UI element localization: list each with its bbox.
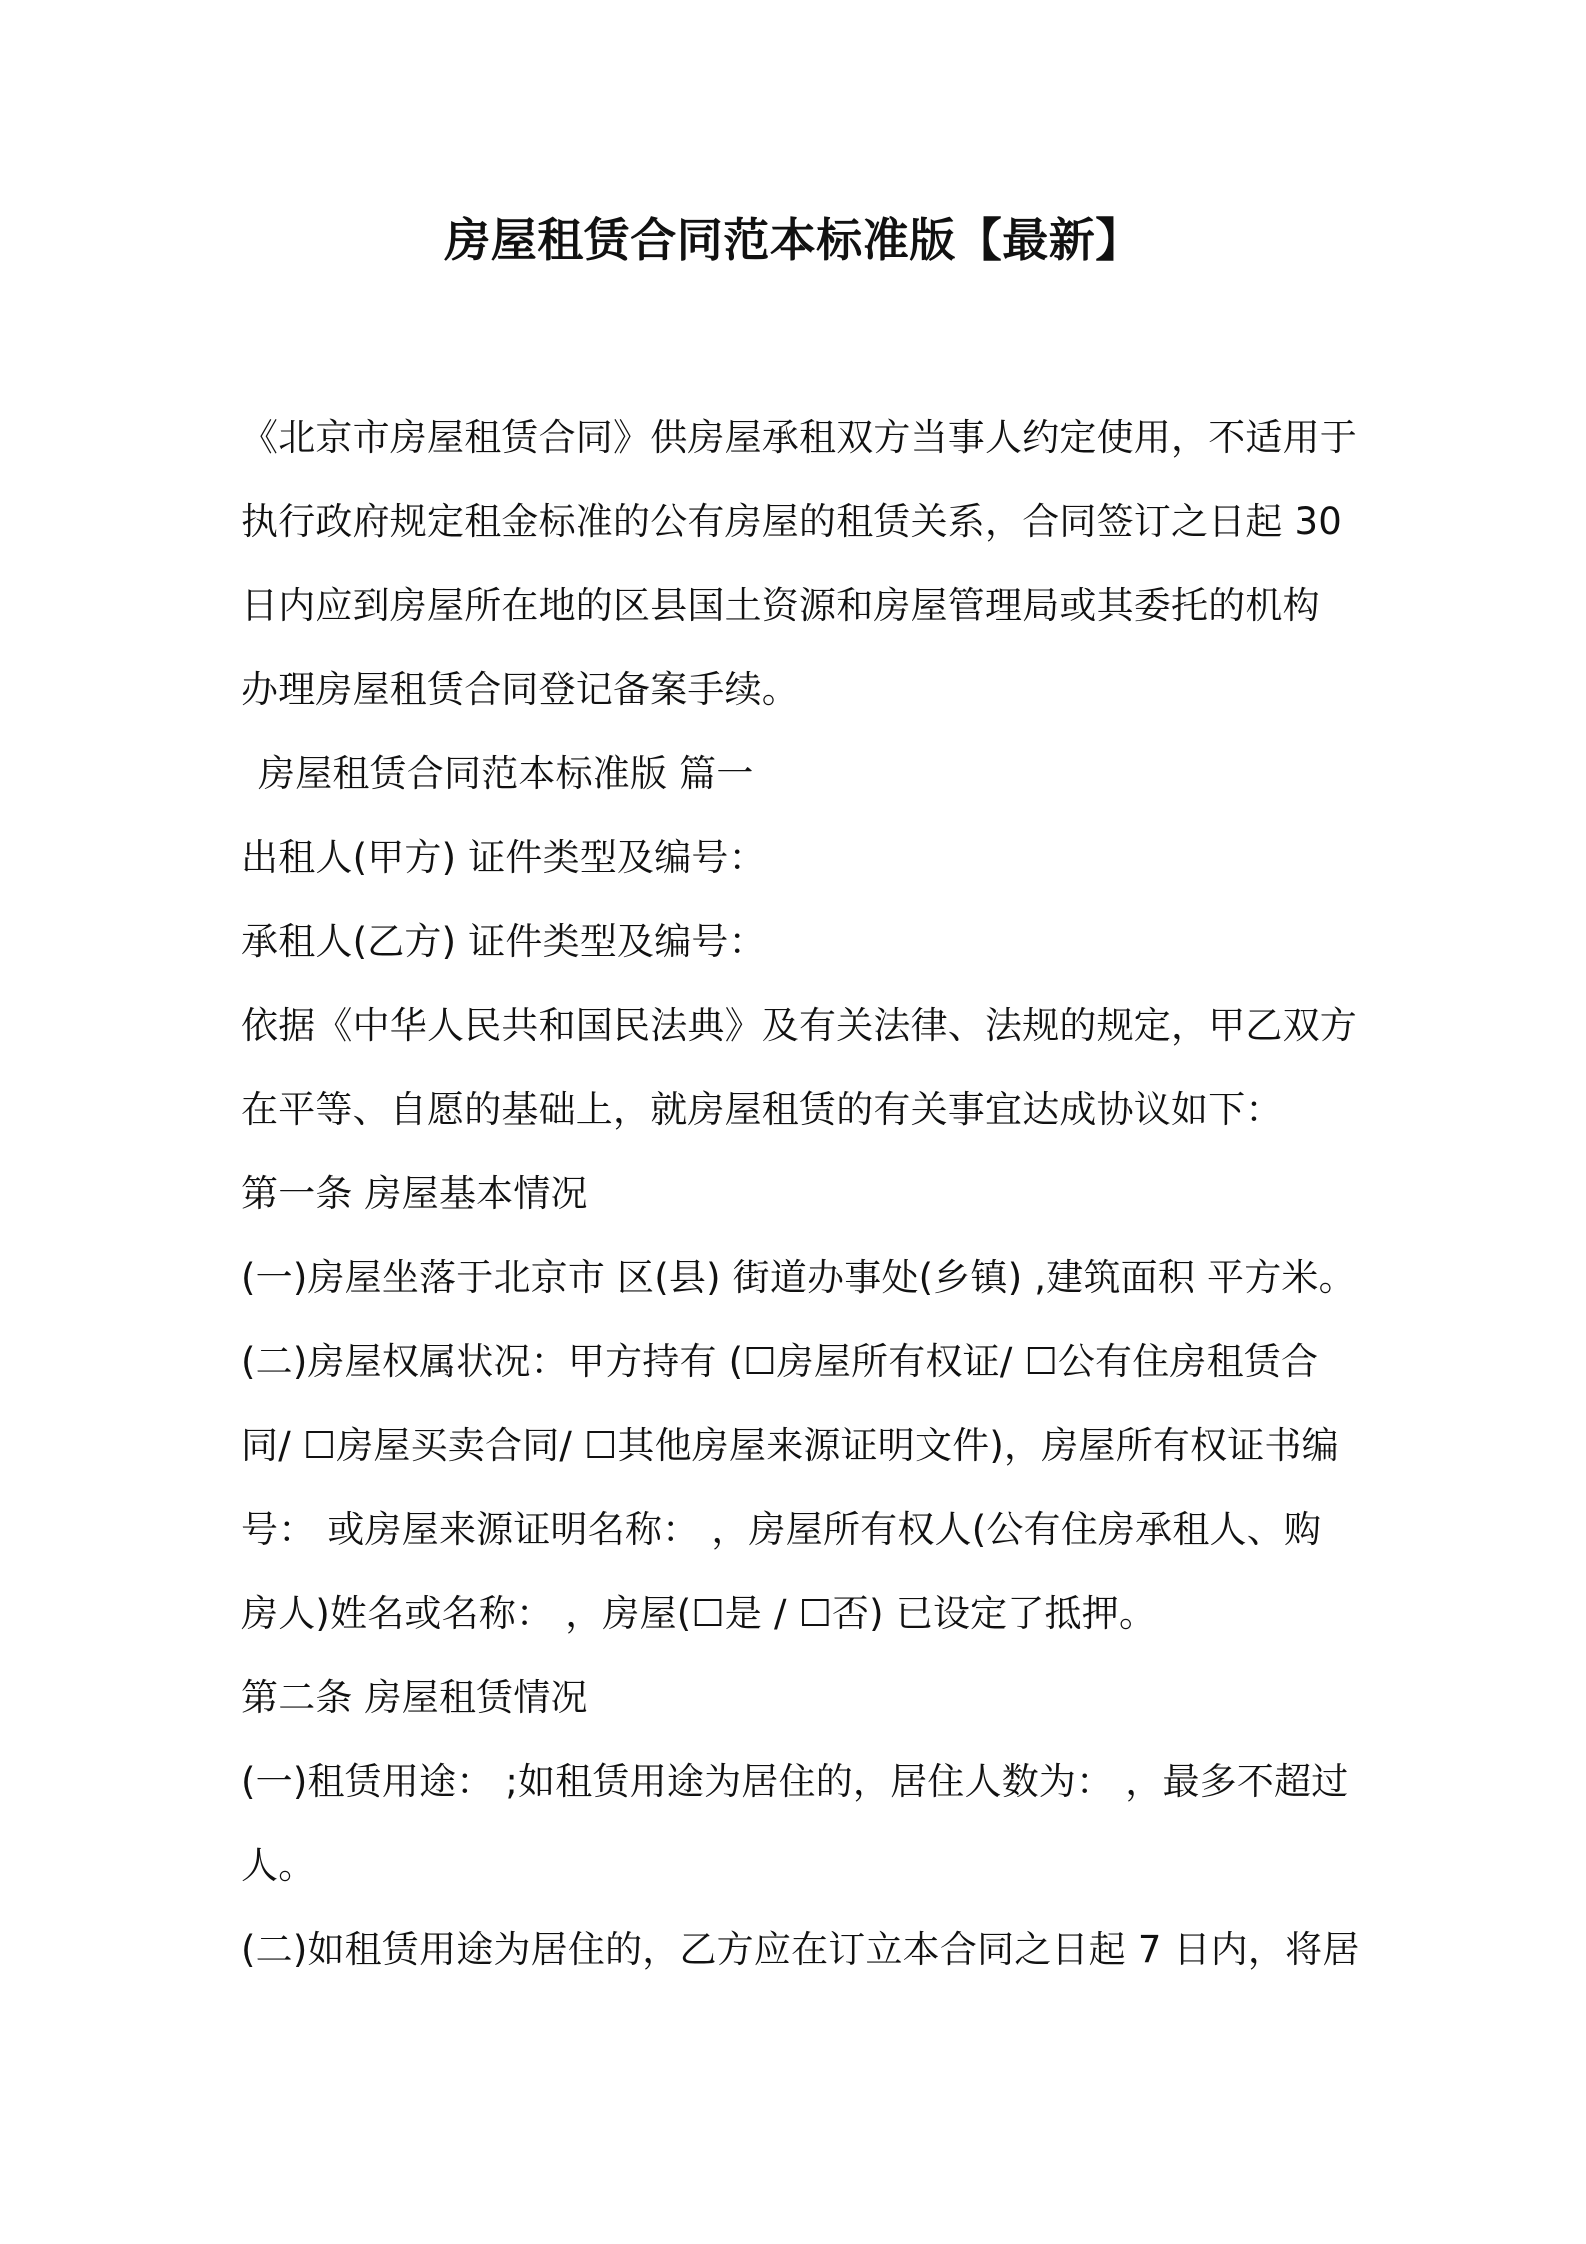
paragraph-line: (二)房屋权属状况：甲方持有 (☐房屋所有权证/ ☐公有住房租赁合 [241,1340,1319,1383]
paragraph-line: 在平等、自愿的基础上，就房屋租赁的有关事宜达成协议如下： [241,1088,1283,1131]
paragraph-line: 执行政府规定租金标准的公有房屋的租赁关系，合同签订之日起 30 [241,500,1343,543]
document-title: 房屋租赁合同范本标准版【最新】 [444,213,1142,267]
paragraph-line: (二)如租赁用途为居住的，乙方应在订立本合同之日起 7 日内，将居 [241,1928,1360,1971]
paragraph-line: 人。 [241,1844,316,1887]
section-heading: 房屋租赁合同范本标准版 篇一 [258,752,754,795]
paragraph-line: (一)房屋坐落于北京市 区(县) 街道办事处(乡镇) ,建筑面积 平方米。 [241,1256,1356,1299]
article-heading: 第一条 房屋基本情况 [241,1172,588,1215]
paragraph-line: 办理房屋租赁合同登记备案手续。 [241,668,799,711]
paragraph-line: 同/ ☐房屋买卖合同/ ☐其他房屋来源证明文件)，房屋所有权证书编 [241,1424,1339,1467]
paragraph-line: 房人)姓名或名称： ，房屋(☐是 / ☐否) 已设定了抵押。 [241,1592,1157,1635]
paragraph-line: 依据《中华人民共和国民法典》及有关法律、法规的规定，甲乙双方 [241,1004,1357,1047]
paragraph-line: (一)租赁用途： ;如租赁用途为居住的，居住人数为： ，最多不超过 [241,1760,1349,1803]
paragraph-line: 号： 或房屋来源证明名称： ，房屋所有权人(公有住房承租人、购 [241,1508,1322,1551]
paragraph-line: 《北京市房屋租赁合同》供房屋承租双方当事人约定使用，不适用于 [241,416,1357,459]
paragraph-line: 日内应到房屋所在地的区县国土资源和房屋管理局或其委托的机构 [241,584,1320,627]
paragraph-line: 承租人(乙方) 证件类型及编号： [241,920,766,963]
article-heading: 第二条 房屋租赁情况 [241,1676,588,1719]
paragraph-line: 出租人(甲方) 证件类型及编号： [241,836,766,879]
